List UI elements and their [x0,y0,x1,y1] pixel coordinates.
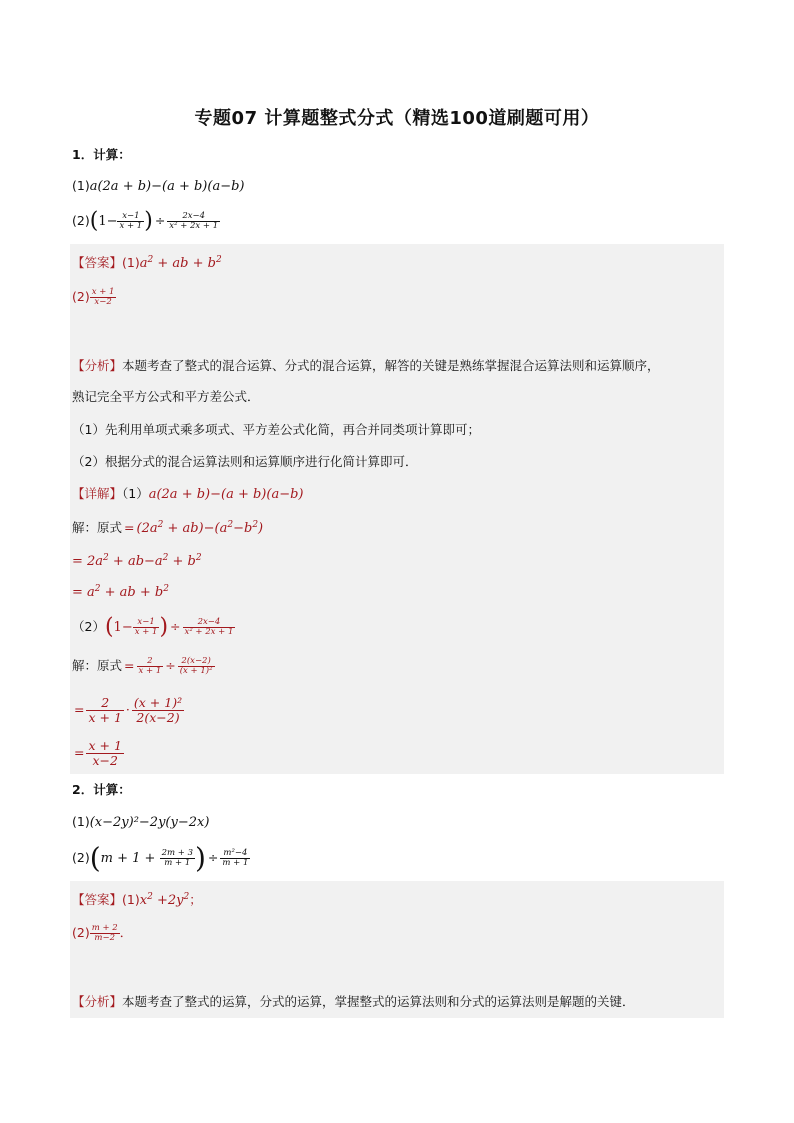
analysis-label: 【分析】 [72,994,123,1009]
analysis-label: 【分析】 [72,358,123,373]
detail-1-part-1: 【详解】（1）a(2a + b)−(a + b)(a−b) [72,486,304,502]
fraction: $\frac{2x-4}{\text{x² + 2x + 1}}$ [169,210,219,231]
page-title: 专题07 计算题整式分式（精选100道刷题可用） [194,108,600,129]
fraction: $\frac{2m + 3}{m + 1}$ [161,847,193,868]
math-expression: (x−2y)²−2y(y−2x) [89,815,210,830]
answer-label: 【答案】 [72,892,123,907]
analysis-1-line-1: 【分析】本题考查了整式的混合运算、分式的混合运算，解答的关键是熟练掌握混合运算法则和运算顺序， [72,358,660,373]
solution-1-step-5: = $\frac{2}{x + 1}$ · $\frac{\text{(x + 1)²}}{2(x-2)}$ [74,695,183,725]
fraction: $\frac{2x-4}{\text{x² + 2x + 1}}$ [184,616,234,637]
answer-label: 【答案】 [72,255,123,270]
analysis-1-line-2: 熟记完全平方公式和平方差公式． [72,389,260,404]
question-1-part-1 [72,177,245,196]
fraction: $\frac{x + 1}{x-2}$ [88,738,122,768]
answer-2: 【答案】$(1)x^2 +2y^2$； [72,892,202,908]
fraction: $\frac{x-1}{x + 1}$ [134,616,158,637]
math-expression: a(2a + b)−(a + b)(a−b) [89,179,245,194]
fraction: $\frac{2}{x + 1}$ [138,655,162,676]
detail-1-part-2: （2）(1− $\frac{x-1}{x + 1}$ ) ÷ $\frac{2x-4}{\text{x² + 2x + 1}}$ [72,614,234,640]
fraction: $\frac{2}{x + 1}$ [88,695,122,725]
fraction: $\frac{\text{(x + 1)²}}{2(x-2)}$ [133,695,183,725]
question-2-heading: 2．计算： [72,782,131,797]
math-expression: $x^2 +2y^2$ [139,892,190,908]
analysis-1-line-3: （1）先利用单项式乘多项式、平方差公式化简，再合并同类项计算即可； [72,422,480,437]
part-label: (2) [72,213,90,228]
answer-2-part-2: (2) $\frac{m + 2}{m-2}$ ． [72,922,133,943]
solution-1-step-2 [72,549,202,571]
question-1-part-2 [72,206,220,237]
fraction: $\frac{2(x-2)}{\text{(x + 1)²}}$ [179,655,213,676]
answer-1: 【答案】$(1)a^2$ + ab + $b^2$ [72,255,222,271]
answer-1-expr: $a^2$ + ab + $b^2$ [139,255,222,271]
divide-sign: ÷ [154,213,166,228]
solution-1-step-3 [72,580,169,602]
math-one: 1− [98,214,118,229]
solution-1-step-4: 解：原式 = $\frac{2}{x + 1}$ ÷ $\frac{2(x-2)}{\text{(x + 1)²}}$ [72,655,213,676]
question-1-heading: 1．计算： [72,147,131,162]
solution-1-step-6: = $\frac{x + 1}{x-2}$ [74,738,122,768]
math-expression: = $a^2$ + ab + $b^2$ [72,584,169,600]
fraction: $\frac{m + 2}{m-2}$ [91,922,118,943]
detail-label: 【详解】 [72,486,123,501]
question-2-part-2: (2)(m + 1 + $\frac{2m + 3}{m + 1}$ ) ÷ $\frac{\text{m²−4}}{m + 1}$ [72,841,249,875]
analysis-1-line-4: （2）根据分式的混合运算法则和运算顺序进行化简计算即可． [72,454,418,469]
fraction: $\frac{x-1}{x + 1}$ [119,210,143,231]
math-expression: $(2a^2 + ab)-(a^2-b^2)$ [136,520,264,536]
right-paren: ) [144,208,153,234]
fraction: $\frac{x + 1}{x-2}$ [91,286,115,307]
question-2-part-1: (1)(x−2y)²−2y(y−2x) [72,814,210,830]
part-label: (1) [72,178,90,193]
fraction: $\frac{\text{m²−4}}{m + 1}$ [222,847,249,868]
left-paren: ( [89,208,99,234]
analysis-2: 【分析】本题考查了整式的运算，分式的运算，掌握整式的运算法则和分式的运算法则是解题的关键． [72,994,635,1009]
math-expression: = $2a^2 + ab-a^2 + b^2$ [72,553,202,569]
answer-1-part-2: (2) $\frac{x + 1}{x-2}$ [72,286,115,307]
solution-1-step-1: 解：原式 = $(2a^2 + ab)-(a^2-b^2)$ [72,520,264,536]
